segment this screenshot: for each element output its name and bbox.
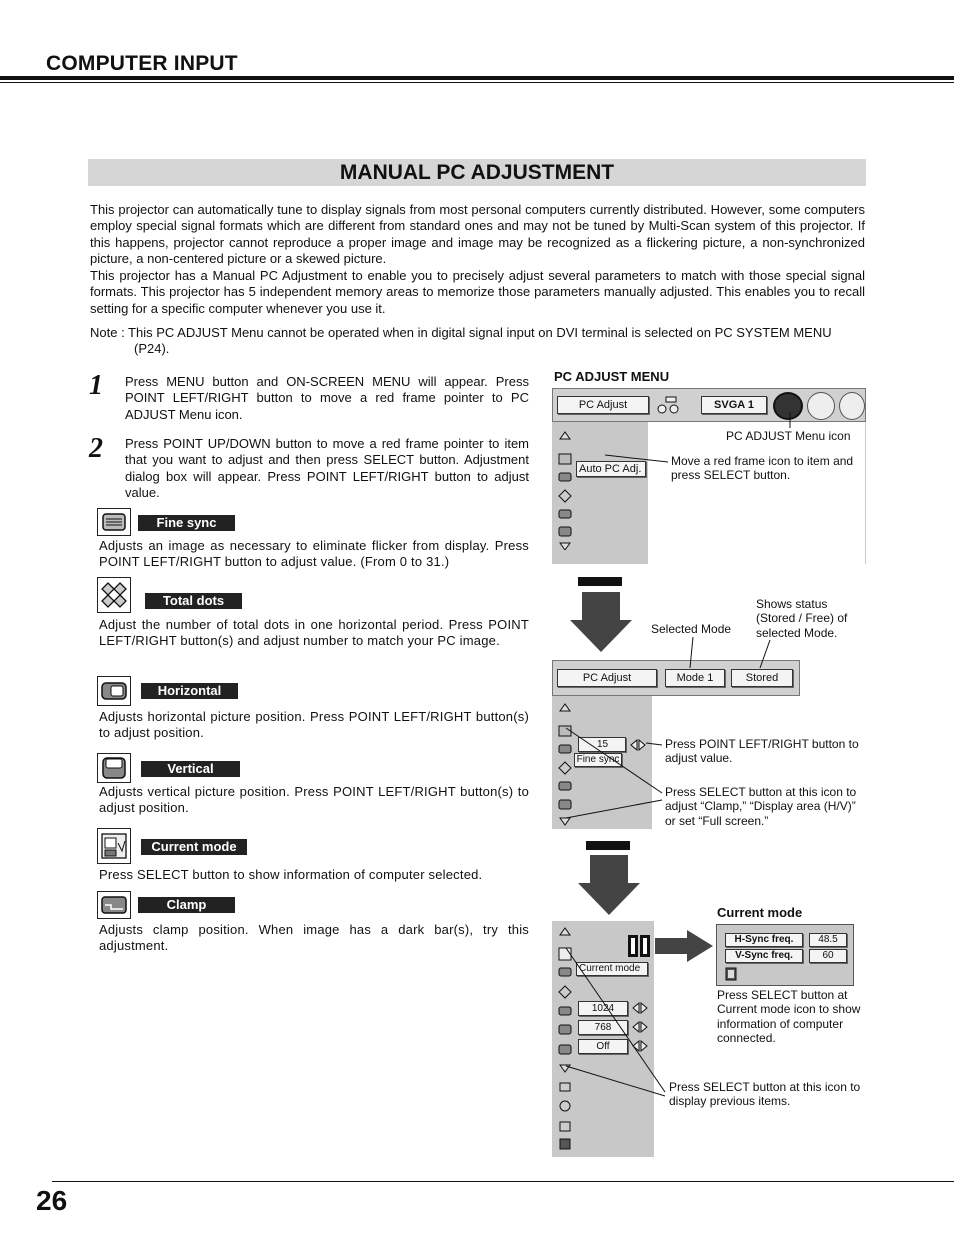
h-sync-label: H-Sync freq. — [725, 933, 803, 947]
menu2-tab: PC Adjust — [557, 669, 657, 687]
label-shows-status: Shows status (Stored / Free) of selected Mode. — [756, 597, 848, 640]
total-dots-icon — [97, 577, 131, 613]
horizontal-label: Horizontal — [141, 683, 238, 699]
menu1-icon-column — [558, 430, 572, 550]
arrow-bar — [578, 577, 622, 586]
pause-marker — [628, 935, 652, 957]
v-sync-value: 60 — [809, 949, 847, 963]
callout-move-frame: Move a red frame icon to item and press SELECT button. — [671, 454, 854, 483]
menu3-icon-column — [557, 925, 573, 1151]
label-selected-mode: Selected Mode — [651, 622, 732, 636]
menu1-source: SVGA 1 — [701, 396, 767, 414]
fine-sync-label: Fine sync — [138, 515, 235, 531]
footer-rule — [52, 1181, 954, 1182]
h-sync-value: 48.5 — [809, 933, 847, 947]
diagram-title: PC ADJUST MENU — [554, 369, 670, 384]
step-text-1: Press MENU button and ON-SCREEN MENU will appear. Press POINT LEFT/RIGHT button to move a red frame pointer to PC ADJUST Menu icon. — [125, 374, 529, 422]
menu1-tab: PC Adjust — [557, 396, 649, 414]
current-mode-description: Press SELECT button to show information of computer selected. — [99, 867, 483, 882]
vertical-label: Vertical — [141, 761, 240, 777]
menu3-adjust-arrows-icon — [632, 1002, 648, 1052]
callout-adjust-value: Press POINT LEFT/RIGHT button to adjust value. — [665, 737, 859, 766]
menu3-value-1: 1024 — [578, 1001, 628, 1016]
clamp-icon — [97, 891, 131, 919]
arrow-down-icon-2 — [578, 855, 640, 920]
fine-sync-description: Adjusts an image as necessary to eliminate flicker from display. Press POINT LEFT/RIGHT button to adjust value. (From 0 to 31.) — [99, 538, 529, 570]
menu2-status: Stored — [731, 669, 793, 687]
total-dots-label: Total dots — [145, 593, 242, 609]
adjust-arrows-icon — [630, 738, 646, 750]
header-rule-thin — [0, 82, 954, 83]
total-dots-description: Adjust the number of total dots in one horizontal period. Press POINT LEFT/RIGHT button(s) and adjust number to match your PC image. — [99, 617, 529, 649]
page-banner: MANUAL PC ADJUSTMENT — [88, 159, 866, 186]
step-number-1: 1 — [89, 370, 103, 401]
fine-sync-icon — [97, 508, 131, 536]
pc-adjust-menu-icon — [773, 392, 803, 420]
menu2-value: 15 — [578, 737, 626, 752]
note-text: Note : This PC ADJUST Menu cannot be operated when in digital signal input on DVI terminal is selected on PC SYSTEM MENU (P24). — [90, 325, 832, 357]
callout-previous-items: Press SELECT button at this icon to display previous items. — [669, 1080, 861, 1109]
menu3-item: Current mode — [576, 962, 648, 976]
menu1-bar — [552, 388, 866, 422]
horizontal-icon — [97, 676, 131, 706]
header-rule — [0, 76, 954, 80]
v-sync-label: V-Sync freq. — [725, 949, 803, 963]
arrow-bar-2 — [586, 841, 630, 850]
menu-icon-2 — [807, 392, 835, 420]
callout-clamp: Press SELECT button at this icon to adjust “Clamp,” “Display area (H/V)” or set “Full screen.” — [665, 785, 857, 828]
arrow-down-icon — [570, 592, 632, 657]
input-icon — [654, 394, 686, 416]
callout-pc-adjust-icon: PC ADJUST Menu icon — [726, 429, 851, 443]
menu-icon-3 — [839, 392, 865, 420]
current-mode-panel — [716, 924, 854, 986]
menu3-value-3: Off — [578, 1039, 628, 1054]
menu2-mode: Mode 1 — [665, 669, 725, 687]
current-mode-label: Current mode — [141, 839, 247, 855]
clamp-description: Adjusts clamp position. When image has a dark bar(s), try this adjustment. — [99, 922, 529, 954]
page-number: 26 — [36, 1185, 68, 1216]
menu2-icon-column — [558, 702, 572, 826]
intro-paragraph-2: This projector has a Manual PC Adjustment to enable you to precisely adjust several parameters to match with those special signal formats. This projector has 5 independent memory areas to memorize those parameters manually adjusted. This enables you to recall setting for a specific computer whenever you use it. — [90, 268, 865, 316]
horizontal-description: Adjusts horizontal picture position. Press POINT LEFT/RIGHT button(s) to adjust position. — [99, 709, 529, 741]
clamp-label: Clamp — [138, 897, 235, 913]
step-number-2: 2 — [89, 433, 103, 464]
menu3-value-2: 768 — [578, 1020, 628, 1035]
current-mode-icon — [97, 828, 131, 864]
intro-paragraph-1: This projector can automatically tune to display signals from most personal computers currently distributed. However, some computers employ special signal formats which are different from standard ones and may not be tuned by Multi-Scan system of this projector. If this happens, projector cannot reproduce a proper image and image may be recognized as a flickering picture, a non-synchronized picture, a non-centered picture or a skewed picture. — [90, 202, 865, 266]
arrow-right-icon — [655, 930, 713, 967]
menu2-item: Fine sync — [574, 753, 622, 767]
current-mode-title: Current mode — [717, 905, 803, 920]
note — [90, 325, 865, 358]
step-text-2: Press POINT UP/DOWN button to move a red frame pointer to item that you want to adjust and then press SELECT button. Adjustment dialog box will appear. Press POINT LEFT/RIGHT button to adjust value. — [125, 436, 529, 500]
callout-current-mode: Press SELECT button at Current mode icon to show information of computer connected. — [717, 988, 861, 1045]
menu2-bar — [552, 660, 800, 696]
menu1-sidebar — [552, 422, 648, 564]
menu2-sidebar — [552, 696, 652, 829]
vertical-description: Adjusts vertical picture position. Press POINT LEFT/RIGHT button(s) to adjust position. — [99, 784, 529, 816]
exit-icon — [725, 967, 739, 981]
vertical-icon — [97, 753, 131, 783]
menu1-item: Auto PC Adj. — [576, 461, 646, 477]
menu1-screen — [648, 422, 866, 564]
section-title: COMPUTER INPUT — [46, 52, 238, 75]
